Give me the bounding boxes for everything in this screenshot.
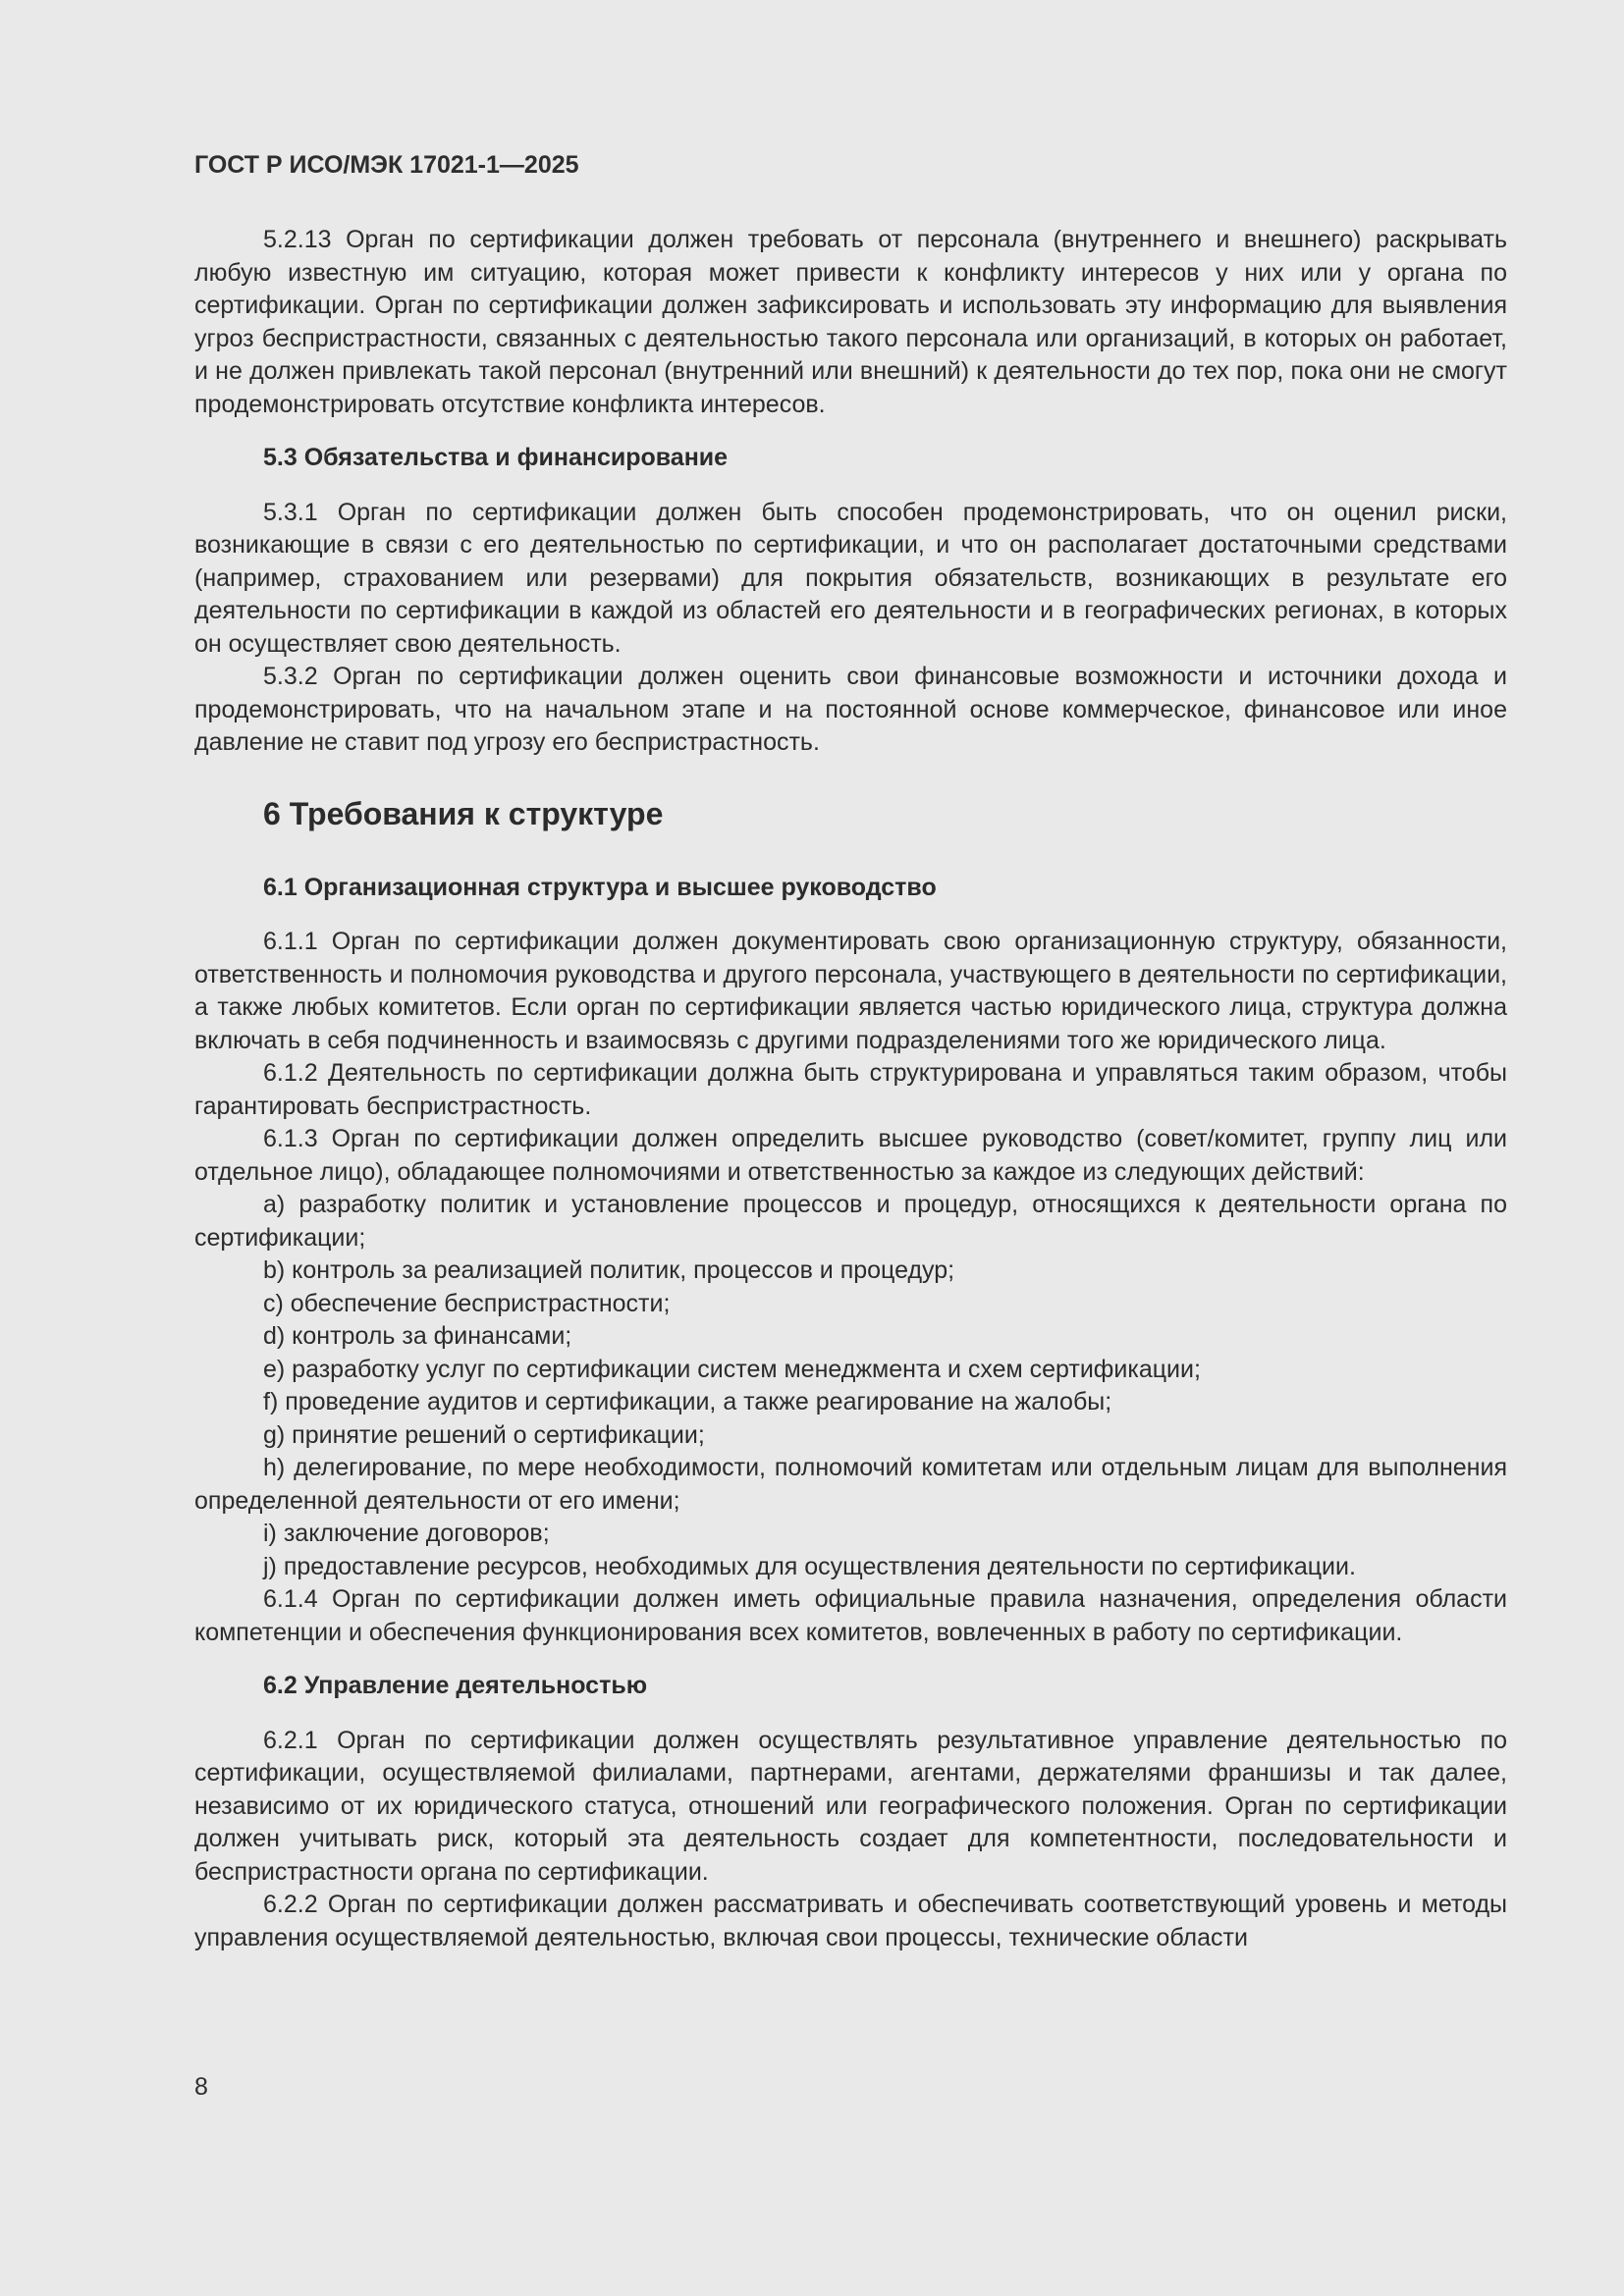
heading-6-1: 6.1 Организационная структура и высшее руководство xyxy=(263,873,937,901)
list-item-j: j) предоставление ресурсов, необходимых для осуществления деятельности по сертификации. xyxy=(263,1552,1356,1580)
list-item-b: b) контроль за реализацией политик, процессов и процедур; xyxy=(263,1256,955,1284)
list-item-d: d) контроль за финансами; xyxy=(263,1322,572,1350)
list-item-h: h) делегирование, по мере необходимости, полномочий комитетам или отдельным лицам для выполнения определенной деятельности от его имени; xyxy=(194,1454,1507,1515)
clause-5-3-1: 5.3.1 Орган по сертификации должен быть способен продемонстрировать, что он оценил риски, возникающие в связи с его деятельностью по сертификации, и что он располагает достаточными средствами (например, страхованием или резервами) для покрытия обязательств, возникающих в результате его деятельности по сертификации в каждой из областей его деятельности и в географических регионах, в которых он осуществляет свою деятельность. xyxy=(194,498,1507,658)
page-number: 8 xyxy=(194,2073,208,2101)
page-content xyxy=(194,224,1507,1954)
clause-5-3-2: 5.3.2 Орган по сертификации должен оценить свои финансовые возможности и источники дохода и продемонстрировать, что на начальном этапе и на постоянной основе коммерческое, финансовое или иное давление не ставит под угрозу его беспристрастность. xyxy=(194,663,1507,756)
heading-6-2: 6.2 Управление деятельностью xyxy=(263,1672,648,1699)
heading-5-3: 5.3 Обязательства и финансирование xyxy=(263,444,729,471)
list-item-a: a) разработку политик и установление процессов и процедур, относящихся к деятельности органа по сертификации; xyxy=(194,1191,1507,1252)
clause-6-1-2: 6.1.2 Деятельность по сертификации должна быть структурирована и управляться таким образом, чтобы гарантировать беспристрастность. xyxy=(194,1059,1507,1120)
page-header: ГОСТ Р ИСО/МЭК 17021-1—2025 xyxy=(194,151,579,179)
list-item-g: g) принятие решений о сертификации; xyxy=(263,1420,705,1449)
list-item-c: c) обеспечение беспристрастности; xyxy=(263,1289,671,1317)
clause-6-1-3: 6.1.3 Орган по сертификации должен определить высшее руководство (совет/комитет, группу лиц или отдельное лицо), обладающее полномочиями и ответственностью за каждое из следующих действий: xyxy=(194,1125,1507,1186)
clause-6-1-1: 6.1.1 Орган по сертификации должен документировать свою организационную структуру, обязанности, ответственность и полномочия руководства и другого персонала, участвующего в деятельности по сертификации, а также любых комитетов. Если орган по сертификации является частью юридического лица, структура должна включать в себя подчиненность и взаимосвязь с другими подразделениями того же юридического лица. xyxy=(194,928,1507,1054)
clause-6-2-2: 6.2.2 Орган по сертификации должен рассматривать и обеспечивать соответствующий уровень и методы управления осуществляемой деятельностью, включая свои процессы, технические области xyxy=(194,1891,1507,1951)
clause-6-2-1: 6.2.1 Орган по сертификации должен осуществлять результативное управление деятельностью по сертификации, осуществляемой филиалами, партнерами, агентами, держателями франшизы и так далее, независимо от их юридического статуса, отношений или географического положения. Орган по сертификации должен учитывать риск, который эта деятельность создает для компетентности, последовательности и беспристрастности органа по сертификации. xyxy=(194,1726,1507,1886)
list-item-i: i) заключение договоров; xyxy=(263,1520,550,1547)
list-item-f: f) проведение аудитов и сертификации, а также реагирование на жалобы; xyxy=(263,1388,1112,1415)
heading-6: 6 Требования к структуре xyxy=(263,795,664,831)
list-item-e: e) разработку услуг по сертификации систем менеджмента и схем сертификации; xyxy=(263,1355,1201,1383)
clause-5-2-13: 5.2.13 Орган по сертификации должен требовать от персонала (внутреннего и внешнего) раскрывать любую известную им ситуацию, которая может привести к конфликту интересов у них или у органа по сертификации. Орган по сертификации должен зафиксировать и использовать эту информацию для выявления угроз беспристрастности, связанных с деятельностью такого персонала или организаций, в которых он работает, и не должен привлекать такой персонал (внутренний или внешний) к деятельности до тех пор, пока они не смогут продемонстрировать отсутствие конфликта интересов. xyxy=(194,226,1507,418)
clause-6-1-4: 6.1.4 Орган по сертификации должен иметь официальные правила назначения, определения области компетенции и обеспечения функционирования всех комитетов, вовлеченных в работу по сертификации. xyxy=(194,1585,1507,1646)
